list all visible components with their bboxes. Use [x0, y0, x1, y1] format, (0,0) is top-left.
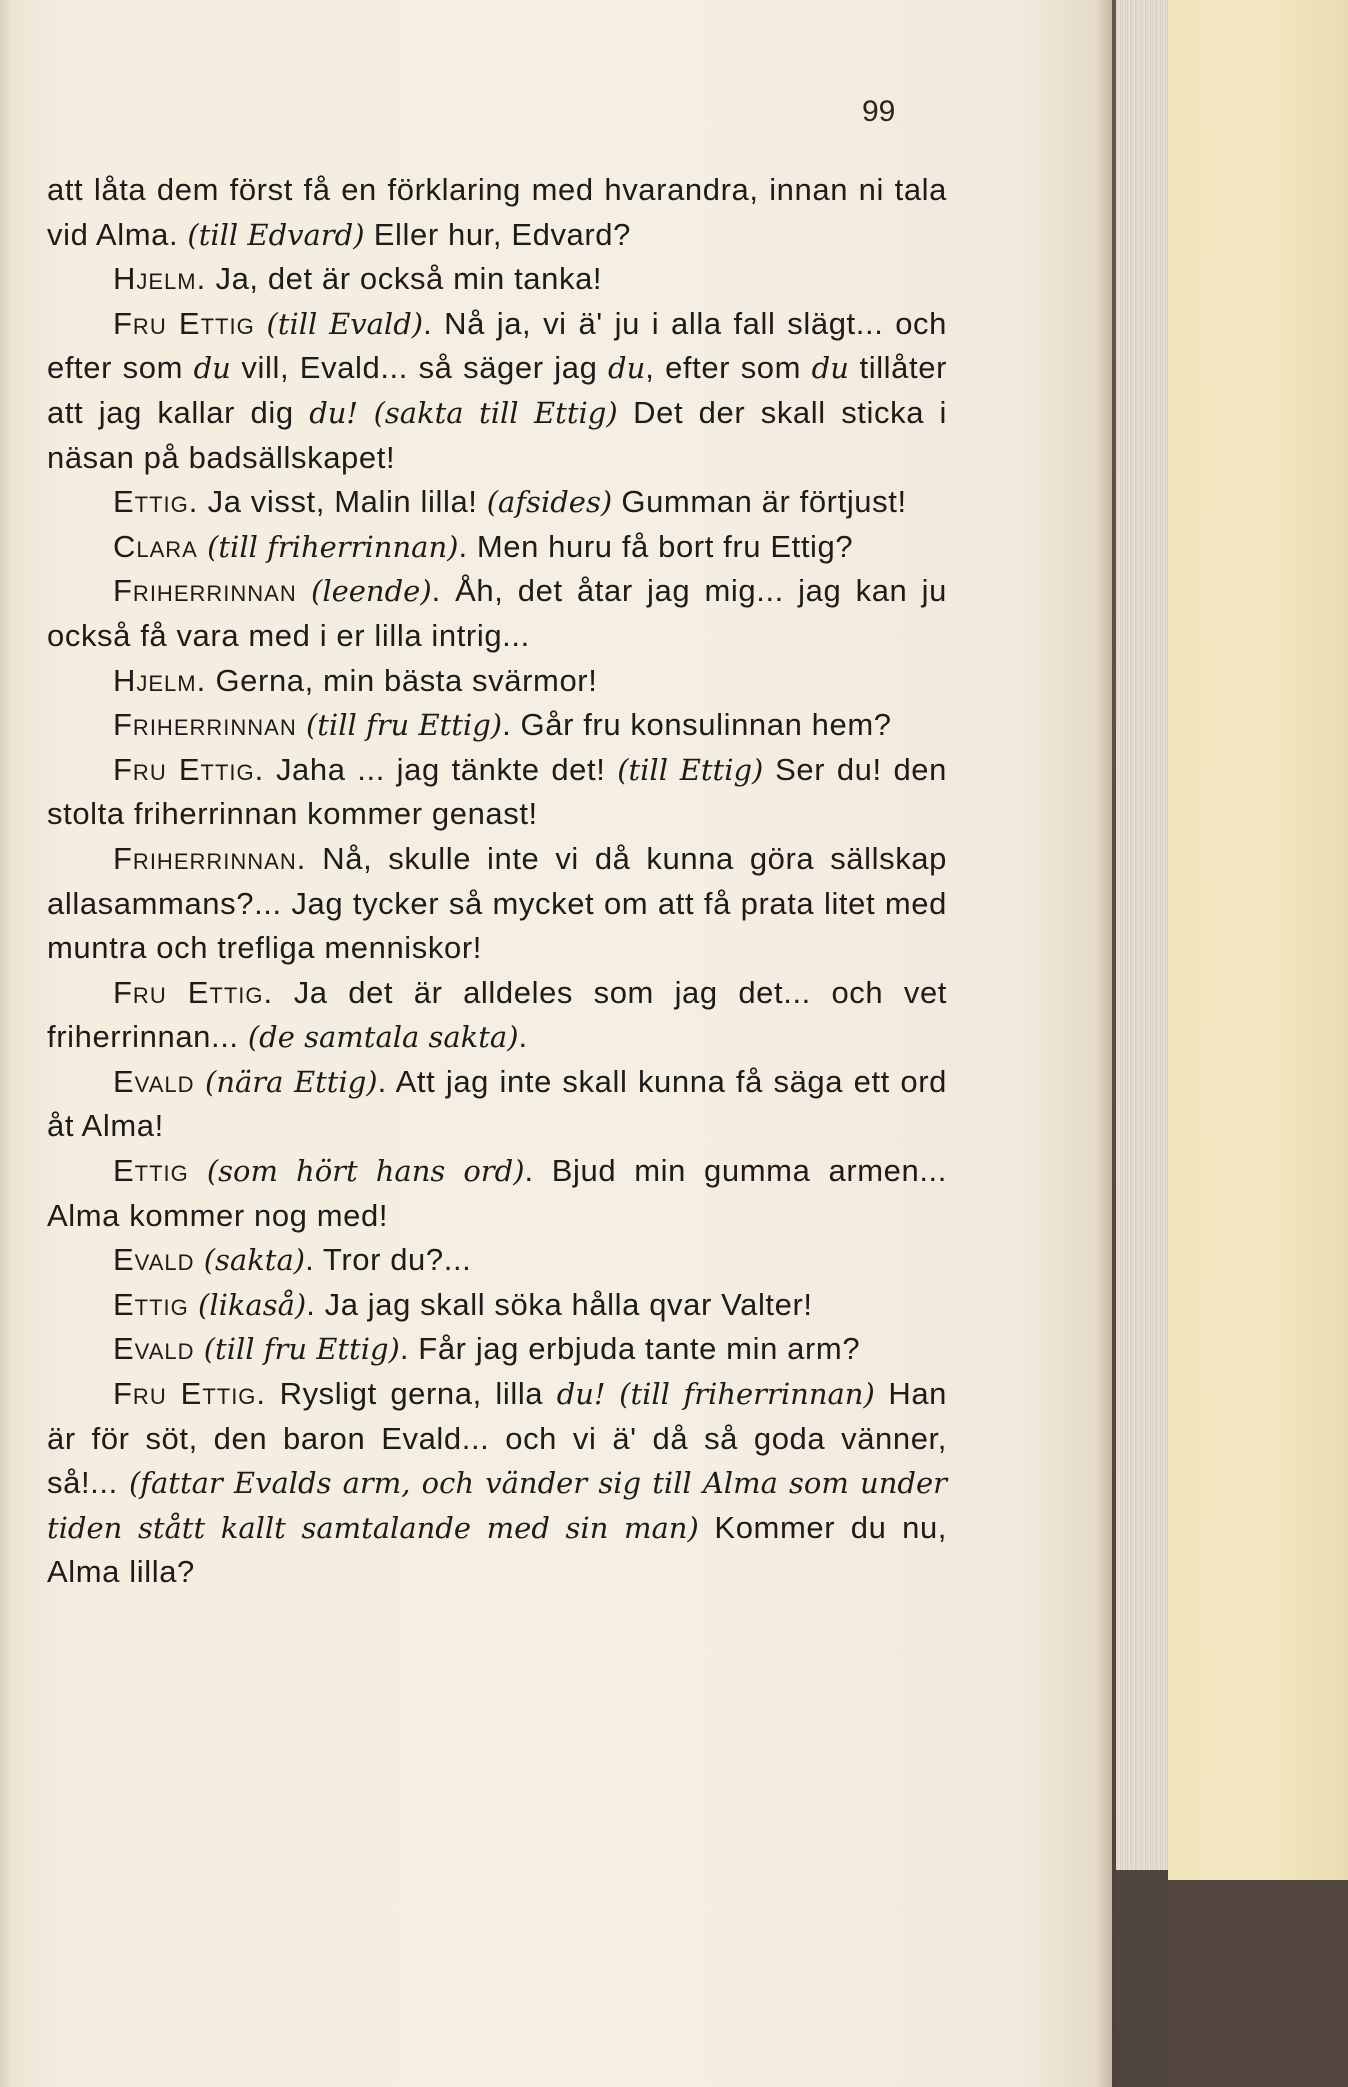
paragraph	[47, 525, 947, 570]
stage-direction: (afsides)	[486, 485, 613, 520]
paragraph	[47, 302, 947, 480]
paragraph	[47, 971, 947, 1060]
paragraph	[47, 257, 947, 302]
paragraph	[47, 703, 947, 748]
speaker-name: Hjelm.	[113, 261, 207, 297]
stage-direction: (sakta)	[203, 1243, 306, 1278]
dialogue-text	[255, 306, 267, 341]
dialogue-text: Jaha ... jag tänkte det!	[264, 751, 618, 787]
speaker-name: Fru Ettig.	[113, 1376, 267, 1412]
dialogue-text	[189, 1287, 198, 1322]
speaker-name: Ettig	[113, 1286, 189, 1322]
speaker-name: Clara	[113, 528, 198, 564]
dialogue-text: Gumman är förtjust!	[612, 484, 907, 520]
stage-direction: (fattar Evalds arm, och vänder sig till Alma som under tiden stått kallt samtalande med sin man)	[47, 1466, 947, 1545]
dialogue-text: Nå, skulle inte vi då kunna göra sällskap allasammans?... Jag tycker så mycket om att få prata litet med muntra och trefliga menniskor!	[47, 840, 947, 966]
speaker-name: Friherrinnan	[113, 573, 297, 609]
paragraph	[47, 1060, 947, 1149]
dialogue-text: Rysligt gerna, lilla	[266, 1376, 557, 1412]
speaker-name: Friherrinnan	[113, 707, 297, 743]
paragraph	[47, 168, 947, 257]
stage-direction: (leende)	[311, 574, 432, 609]
speaker-name: Hjelm.	[113, 662, 207, 698]
dialogue-text: Eller hur, Edvard?	[364, 216, 631, 252]
dialogue-text: Han är för söt, den baron Evald... och vi ä' då så goda vänner, så!...	[47, 1376, 948, 1501]
dialogue-text: vill, Evald... så säger jag	[230, 350, 609, 386]
stage-direction: (till Ettig)	[617, 752, 764, 787]
dialogue-text: , efter som	[645, 350, 812, 386]
dialogue-text: . Men huru få bort fru Ettig?	[458, 528, 854, 564]
stage-direction: (likaså)	[198, 1287, 307, 1322]
dialogue-text: tillåter att jag kallar dig	[47, 350, 947, 430]
dialogue-text	[358, 395, 373, 430]
speaker-name: Fru Ettig.	[113, 974, 274, 1010]
stage-direction: du	[608, 351, 646, 386]
speaker-name: Ettig.	[113, 484, 199, 520]
paragraph	[47, 1238, 947, 1283]
paragraph	[47, 837, 947, 971]
stage-direction: (till fru Ettig)	[203, 1332, 400, 1367]
dialogue-text: Ja visst, Malin lilla!	[198, 484, 487, 520]
speaker-name: Fru Ettig.	[113, 751, 265, 787]
speaker-name: Evald	[113, 1063, 195, 1099]
dialogue-text: Ja, det är också min tanka!	[206, 261, 603, 297]
dialogue-text: Ja det är alldeles som jag det... och vet friherrinnan...	[47, 974, 947, 1055]
dialogue-text	[195, 1242, 204, 1277]
dialogue-text	[195, 1064, 206, 1099]
page-shadow	[1096, 0, 1116, 2087]
stage-direction: (nära Ettig)	[205, 1064, 378, 1099]
paragraph	[47, 569, 947, 658]
spine-edge	[0, 0, 12, 2087]
dialogue-text: . Får jag erbjuda tante min arm?	[399, 1331, 861, 1367]
dialogue-text: Det der skall sticka i näsan på badsällskapet!	[47, 394, 948, 475]
paragraph	[47, 1283, 947, 1328]
dialogue-text	[189, 1153, 207, 1188]
stage-direction: (till friherrinnan)	[207, 529, 459, 564]
paragraph	[47, 659, 947, 704]
paragraph	[47, 1327, 947, 1372]
stage-direction: (till fru Ettig)	[305, 708, 503, 743]
stage-direction: (de samtala sakta)	[247, 1020, 519, 1055]
dialogue-text: . Tror du?...	[305, 1242, 472, 1278]
speaker-name: Friherrinnan.	[113, 840, 307, 876]
stage-direction: (till friherrinnan)	[619, 1377, 875, 1412]
dialogue-text	[606, 1376, 620, 1411]
dialogue-text: att låta dem först få en förklaring med hvarandra, innan ni tala vid Alma.	[47, 172, 947, 252]
dialogue-text: Gerna, min bästa svärmor!	[206, 662, 598, 698]
stage-direction: du!	[556, 1377, 606, 1412]
paragraph	[47, 1149, 947, 1238]
dialogue-text: . Åh, det åtar jag mig... jag kan ju också få vara med i er lilla intrig...	[47, 573, 947, 653]
paragraph	[47, 748, 947, 837]
stage-direction: du	[811, 351, 849, 386]
dialogue-text: . Att jag inte skall kunna få säga ett ord åt Alma!	[47, 1063, 948, 1144]
speaker-name: Evald	[113, 1331, 195, 1367]
dialogue-text	[195, 1331, 204, 1366]
stage-direction: du	[193, 351, 231, 386]
paragraph	[47, 480, 947, 525]
stage-direction: (till Evald)	[266, 306, 424, 341]
speaker-name: Fru Ettig	[113, 305, 255, 341]
book-cover	[1168, 0, 1348, 1880]
paragraph	[47, 1372, 947, 1595]
stage-direction: du!	[309, 395, 359, 430]
cover-shadow	[1168, 1880, 1348, 2087]
dialogue-text	[297, 707, 306, 742]
dialogue-text: . Ja jag skall söka hålla qvar Valter!	[306, 1286, 813, 1322]
dialogue-text: Ser du! den stolta friherrinnan kommer genast!	[47, 751, 947, 832]
dialogue-text	[297, 573, 311, 608]
stage-direction: (som hört hans ord)	[206, 1154, 525, 1189]
dialogue-text: .	[518, 1019, 528, 1055]
dialogue-text: . Bjud min gumma armen... Alma kommer nog med!	[47, 1153, 947, 1233]
dialogue-text: Kommer du nu, Alma lilla?	[47, 1509, 947, 1590]
page-text	[47, 168, 947, 1595]
dialogue-text: . Nå ja, vi ä' ju i alla fall slägt... och efter som	[47, 305, 947, 386]
dialogue-text	[198, 529, 207, 564]
speaker-name: Evald	[113, 1242, 195, 1278]
stage-direction: (sakta till Ettig)	[373, 395, 618, 430]
page-edges	[1116, 0, 1168, 1870]
speaker-name: Ettig	[113, 1153, 189, 1189]
stage-direction: (till Edvard)	[187, 217, 365, 252]
dialogue-text: . Går fru konsulinnan hem?	[502, 707, 892, 743]
page-number: 99	[862, 95, 896, 128]
